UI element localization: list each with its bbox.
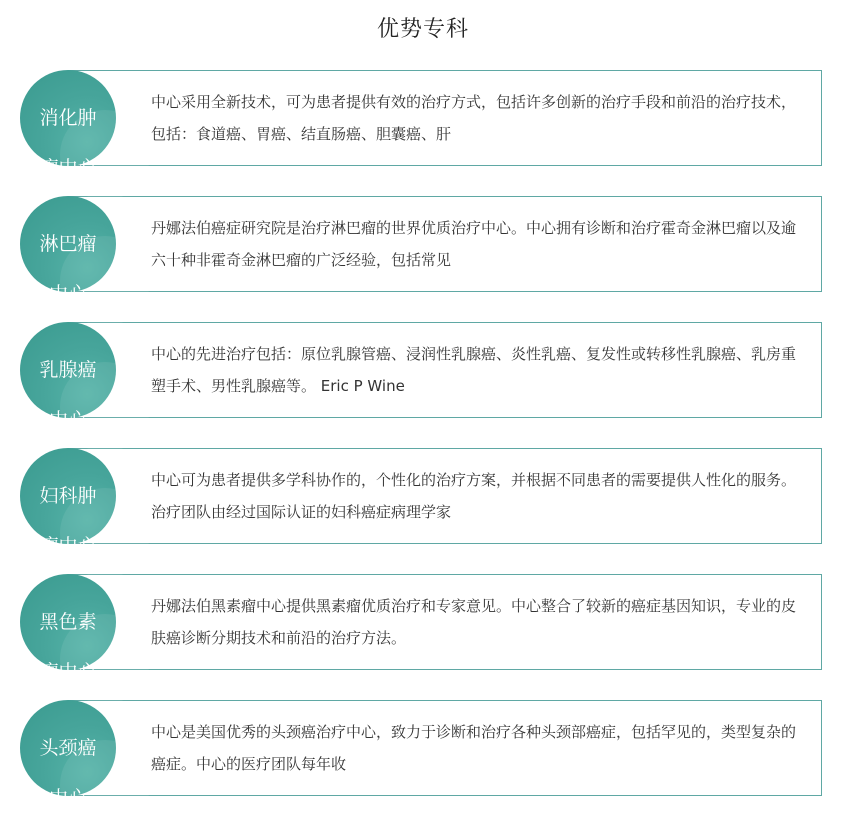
specialty-badge[interactable]	[20, 700, 116, 809]
specialty-badge[interactable]	[20, 70, 116, 179]
specialty-badge[interactable]	[20, 448, 116, 557]
specialty-card-digestive[interactable]	[20, 70, 822, 179]
specialty-name	[20, 711, 116, 836]
specialty-card-lymphoma[interactable]	[20, 196, 822, 305]
specialty-name-line1: 乳腺癌	[39, 359, 97, 381]
specialty-name-line2: 中心	[48, 787, 87, 809]
specialty-description: 中心的先进治疗包括：原位乳腺管癌、浸润性乳腺癌、炎性乳癌、复发性或转移性乳腺癌、乳房重塑手术、男性乳腺癌等。 Eric P Wine	[151, 345, 797, 395]
specialty-name	[20, 81, 116, 206]
specialty-name-line1: 淋巴瘤	[39, 233, 97, 255]
specialty-card-breast[interactable]	[20, 322, 822, 431]
specialty-name	[20, 207, 116, 332]
specialty-description: 中心可为患者提供多学科协作的，个性化的治疗方案，并根据不同患者的需要提供人性化的服务。治疗团队由经过国际认证的妇科癌症病理学家	[151, 471, 797, 521]
specialty-description: 中心是美国优秀的头颈癌治疗中心，致力于诊断和治疗各种头颈部癌症，包括罕见的，类型复杂的癌症。中心的医疗团队每年收	[151, 723, 797, 773]
card-box	[68, 70, 822, 166]
specialty-badge[interactable]	[20, 196, 116, 305]
card-box	[68, 322, 822, 418]
specialty-name-line1: 妇科肿	[39, 485, 97, 507]
specialty-name-line2: 中心	[48, 409, 87, 431]
specialty-name	[20, 585, 116, 710]
specialty-name-line1: 黑色素	[39, 611, 97, 633]
specialty-card-melanoma[interactable]	[20, 574, 822, 683]
specialty-name	[20, 459, 116, 584]
specialty-card-head-neck[interactable]	[20, 700, 822, 809]
page-title: 优势专科	[376, 17, 469, 42]
specialty-badge[interactable]	[20, 322, 116, 431]
specialty-name-line1: 消化肿	[39, 107, 97, 129]
specialty-name	[20, 333, 116, 458]
card-box	[68, 574, 822, 670]
specialty-badge[interactable]	[20, 574, 116, 683]
specialty-name-line2: 瘤中心	[39, 535, 97, 557]
specialty-description: 中心采用全新技术，可为患者提供有效的治疗方式，包括许多创新的治疗手段和前沿的治疗技术，包括：食道癌、胃癌、结直肠癌、胆囊癌、肝	[151, 93, 797, 143]
specialty-name-line2: 瘤中心	[39, 661, 97, 683]
specialty-description: 丹娜法伯黑素瘤中心提供黑素瘤优质治疗和专家意见。中心整合了较新的癌症基因知识，专业的皮肤癌诊断分期技术和前沿的治疗方法。	[151, 597, 797, 647]
specialty-name-line2: 中心	[48, 283, 87, 305]
specialty-description: 丹娜法伯癌症研究院是治疗淋巴瘤的世界优质治疗中心。中心拥有诊断和治疗霍奇金淋巴瘤以及逾六十种非霍奇金淋巴瘤的广泛经验，包括常见	[151, 219, 797, 269]
card-box	[68, 700, 822, 796]
card-box	[68, 196, 822, 292]
specialty-name-line1: 头颈癌	[39, 737, 97, 759]
specialty-card-gynecologic[interactable]	[20, 448, 822, 557]
specialty-name-line2: 瘤中心	[39, 157, 97, 179]
card-box	[68, 448, 822, 544]
